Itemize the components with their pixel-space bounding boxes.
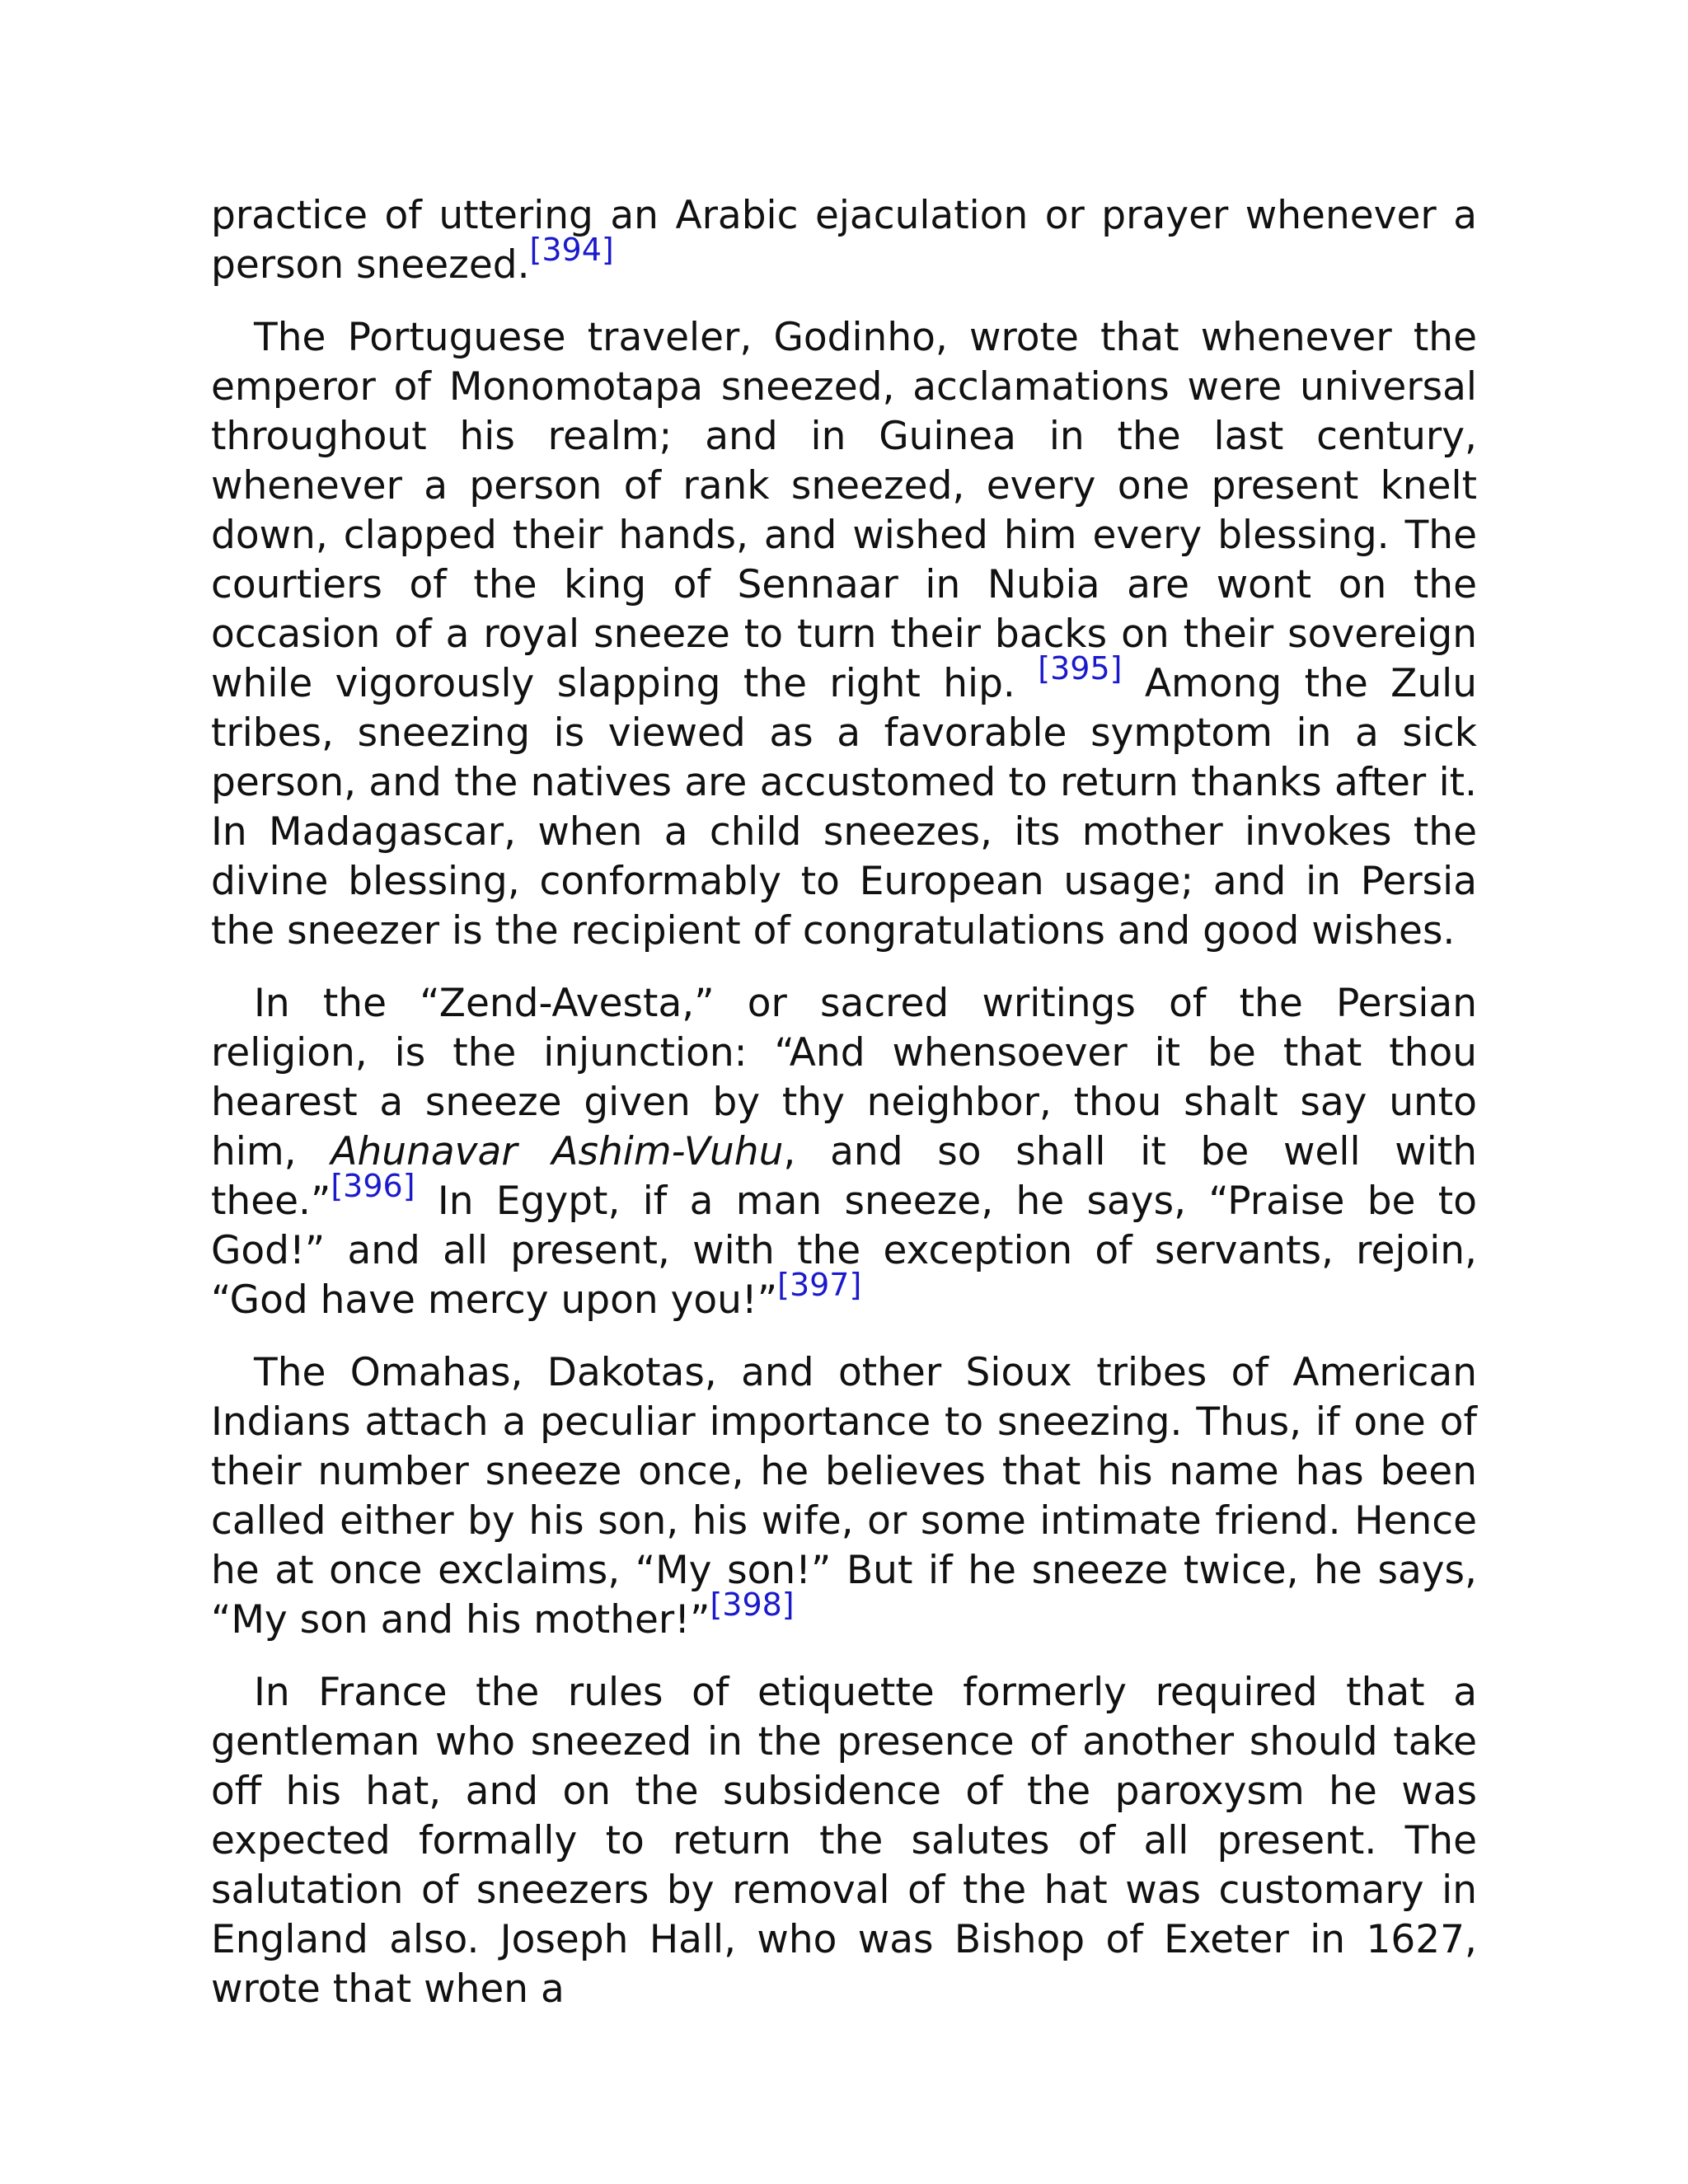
- paragraph-text: practice of uttering an Arabic ejaculation or prayer whenever a person sneezed.: [211, 193, 1477, 288]
- paragraph-text: Among the Zulu tribes, sneezing is viewed as a favorable symptom in a sick person, and the natives are accustomed to return thanks after it. In Madagascar, when a child sneezes, its mother invokes the divine blessing, conformably to European usage; and in Persia the sneezer is the recipient of congratulations and good wishes.: [211, 661, 1477, 954]
- paragraph-text: , and so shall it be well with thee.”: [211, 1129, 1477, 1224]
- footnote-link-398[interactable]: [398]: [710, 1586, 795, 1624]
- footnote-link-397[interactable]: [397]: [777, 1267, 862, 1304]
- page-body: [211, 191, 1477, 2037]
- paragraph-3: [211, 979, 1477, 1325]
- paragraph-text: The Portuguese traveler, Godinho, wrote that whenever the emperor of Monomotapa sneezed, acclamations were universal throughout his realm; and in Guinea in the last century, whenever a person of rank sneezed, every one present knelt down, clapped their hands, and wished him every blessing. The courtiers of the king of Sennaar in Nubia are wont on the occasion of a royal sneeze to turn their backs on their sovereign while vigorously slapping the right hip.: [211, 315, 1477, 706]
- paragraph-text: In Egypt, if a man sneeze, he says, “Praise be to God!” and all present, with the exception of servants, rejoin, “God have mercy upon you!”: [211, 1179, 1477, 1323]
- paragraph-text: In France the rules of etiquette formerly required that a gentleman who sneezed in the presence of another should take off his hat, and on the subsidence of the paroxysm he was expected formally to return the salutes of all present. The salutation of sneezers by removal of the hat was customary in England also. Joseph Hall, who was Bishop of Exeter in 1627, wrote that when a: [211, 1670, 1477, 2012]
- paragraph-4: [211, 1348, 1477, 1645]
- paragraph-text: The Omahas, Dakotas, and other Sioux tribes of American Indians attach a peculiar importance to sneezing. Thus, if one of their number sneeze once, he believes that his name has been called either by his son, his wife, or some intimate friend. Hence he at once exclaims, “My son!” But if he sneeze twice, he says, “My son and his mother!”: [211, 1350, 1477, 1643]
- paragraph-text: In the “Zend-Avesta,” or sacred writings of the Persian religion, is the injunction: “And whensoever it be that thou hearest a sneeze given by thy neighbor, thou shalt say unto him,: [211, 981, 1477, 1174]
- footnote-link-395[interactable]: [395]: [1038, 650, 1123, 687]
- italic-phrase: Ahunavar Ashim-Vuhu: [331, 1129, 784, 1174]
- paragraph-2: [211, 313, 1477, 956]
- paragraph-1: [211, 191, 1477, 290]
- paragraph-5: [211, 1668, 1477, 2014]
- footnote-link-394[interactable]: [394]: [529, 232, 614, 269]
- footnote-link-396[interactable]: [396]: [331, 1168, 415, 1205]
